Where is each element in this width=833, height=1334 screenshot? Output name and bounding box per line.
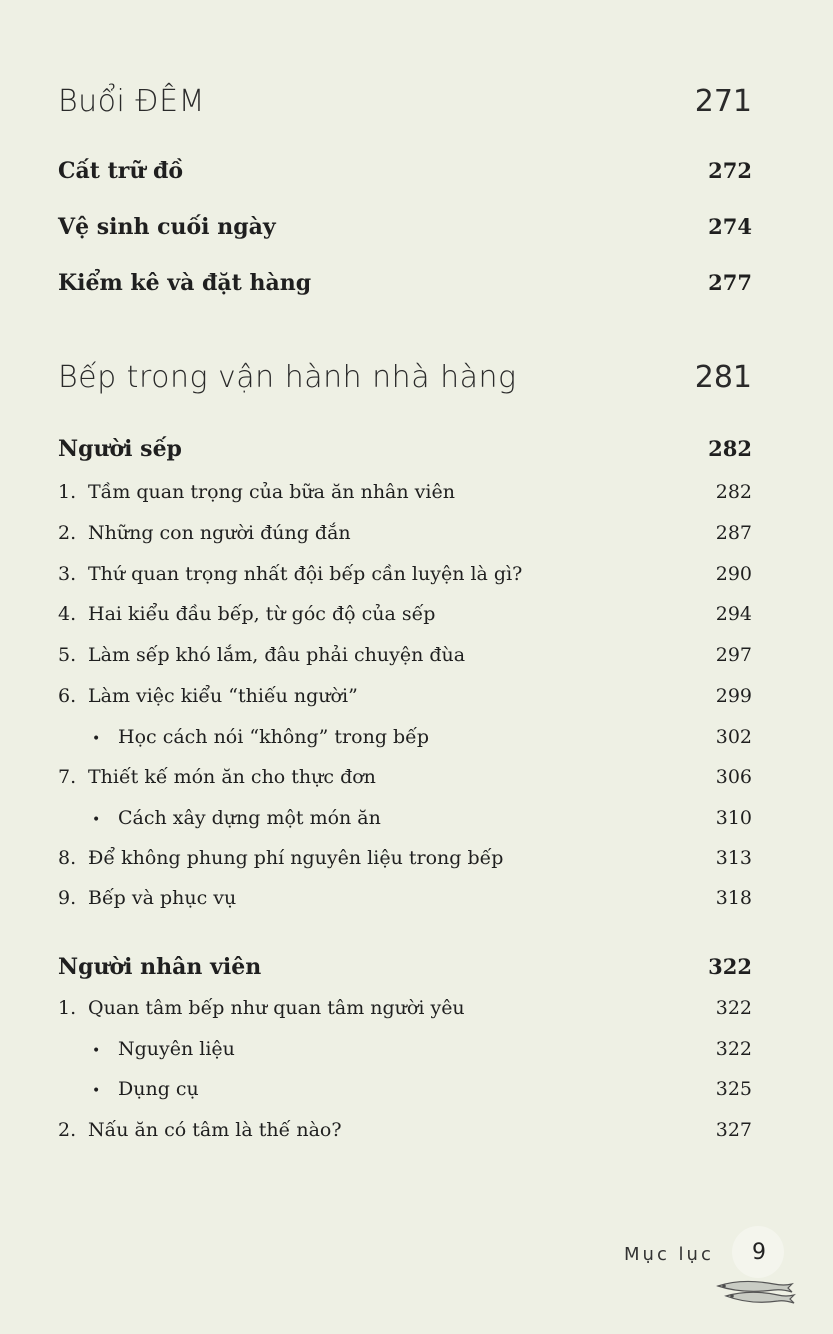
chapter-page-number: 282: [708, 436, 752, 461]
item-page-number: 306: [715, 766, 752, 788]
item-page-number: 325: [715, 1078, 752, 1100]
chapter-title: Cất trữ đồ: [58, 158, 184, 184]
chapter-entry: [58, 954, 752, 980]
item-title: Tầm quan trọng của bữa ăn nhân viên: [88, 481, 455, 503]
bullet-icon: •: [92, 1083, 101, 1099]
chapter-page-number: 274: [708, 214, 752, 239]
item-title: Dụng cụ: [118, 1078, 199, 1100]
bullet-icon: •: [92, 1043, 101, 1059]
item-title: Để không phung phí nguyên liệu trong bếp: [88, 847, 504, 869]
section-title: Buổi ĐÊM: [58, 84, 205, 119]
item-title: Nấu ăn có tâm là thế nào?: [88, 1119, 342, 1141]
chapter-page-number: 272: [708, 158, 752, 183]
item-number: 7.: [58, 766, 77, 788]
chapter-page-number: 322: [708, 954, 752, 979]
toc-item: [58, 481, 752, 503]
item-page-number: 313: [715, 847, 752, 869]
page-number: 9: [752, 1240, 766, 1265]
toc-item: [58, 997, 752, 1019]
item-title: Học cách nói “không” trong bếp: [118, 726, 430, 748]
toc-item: [58, 685, 752, 707]
item-number: 1.: [58, 997, 77, 1019]
chapter-title: Vệ sinh cuối ngày: [58, 214, 276, 240]
footer-label: Mục lục: [624, 1244, 714, 1265]
toc-item: [58, 603, 752, 625]
item-title: Những con người đúng đắn: [88, 522, 351, 544]
chapter-entry: [58, 158, 752, 184]
fish-icon: [712, 1276, 800, 1306]
toc-item: [58, 644, 752, 666]
section-heading: [58, 84, 752, 119]
item-page-number: 282: [715, 481, 752, 503]
toc-item: [58, 847, 752, 869]
toc-item: [58, 1119, 752, 1141]
chapter-title: Kiểm kê và đặt hàng: [58, 270, 312, 296]
item-page-number: 310: [715, 807, 752, 829]
item-title: Bếp và phục vụ: [88, 887, 237, 909]
item-number: 1.: [58, 481, 77, 503]
section-title: Bếp trong vận hành nhà hàng: [58, 360, 517, 395]
item-page-number: 318: [715, 887, 752, 909]
section-heading: [58, 360, 752, 395]
item-number: 6.: [58, 685, 77, 707]
toc-item: [58, 563, 752, 585]
item-number: 9.: [58, 887, 77, 909]
item-number: 8.: [58, 847, 77, 869]
item-number: 5.: [58, 644, 77, 666]
chapter-page-number: 277: [708, 270, 752, 295]
toc-item: [58, 522, 752, 544]
item-title: Cách xây dựng một món ăn: [118, 807, 381, 829]
item-number: 3.: [58, 563, 77, 585]
bullet-icon: •: [92, 731, 101, 747]
toc-item: [58, 887, 752, 909]
toc-subitem: [92, 1078, 752, 1100]
toc-subitem: [92, 807, 752, 829]
item-title: Hai kiểu đầu bếp, từ góc độ của sếp: [88, 603, 436, 625]
item-page-number: 297: [715, 644, 752, 666]
section-page-number: 281: [694, 360, 752, 395]
chapter-title: Người nhân viên: [58, 954, 262, 980]
item-page-number: 322: [715, 1038, 752, 1060]
item-title: Làm việc kiểu “thiếu người”: [88, 685, 358, 707]
item-page-number: 299: [715, 685, 752, 707]
chapter-title: Người sếp: [58, 436, 182, 462]
toc-subitem: [92, 726, 752, 748]
item-title: Làm sếp khó lắm, đâu phải chuyện đùa: [88, 644, 466, 666]
item-title: Thiết kế món ăn cho thực đơn: [88, 766, 376, 788]
item-page-number: 322: [715, 997, 752, 1019]
item-page-number: 290: [715, 563, 752, 585]
item-title: Thứ quan trọng nhất đội bếp cần luyện là gì?: [88, 563, 523, 585]
chapter-entry: [58, 214, 752, 240]
toc-subitem: [92, 1038, 752, 1060]
section-page-number: 271: [694, 84, 752, 119]
bullet-icon: •: [92, 812, 101, 828]
item-number: 4.: [58, 603, 77, 625]
item-title: Nguyên liệu: [118, 1038, 235, 1060]
item-page-number: 294: [715, 603, 752, 625]
item-page-number: 302: [715, 726, 752, 748]
chapter-entry: [58, 270, 752, 296]
chapter-entry: [58, 436, 752, 462]
item-page-number: 287: [715, 522, 752, 544]
toc-item: [58, 766, 752, 788]
item-title: Quan tâm bếp như quan tâm người yêu: [88, 997, 465, 1019]
item-number: 2.: [58, 522, 77, 544]
item-page-number: 327: [715, 1119, 752, 1141]
item-number: 2.: [58, 1119, 77, 1141]
